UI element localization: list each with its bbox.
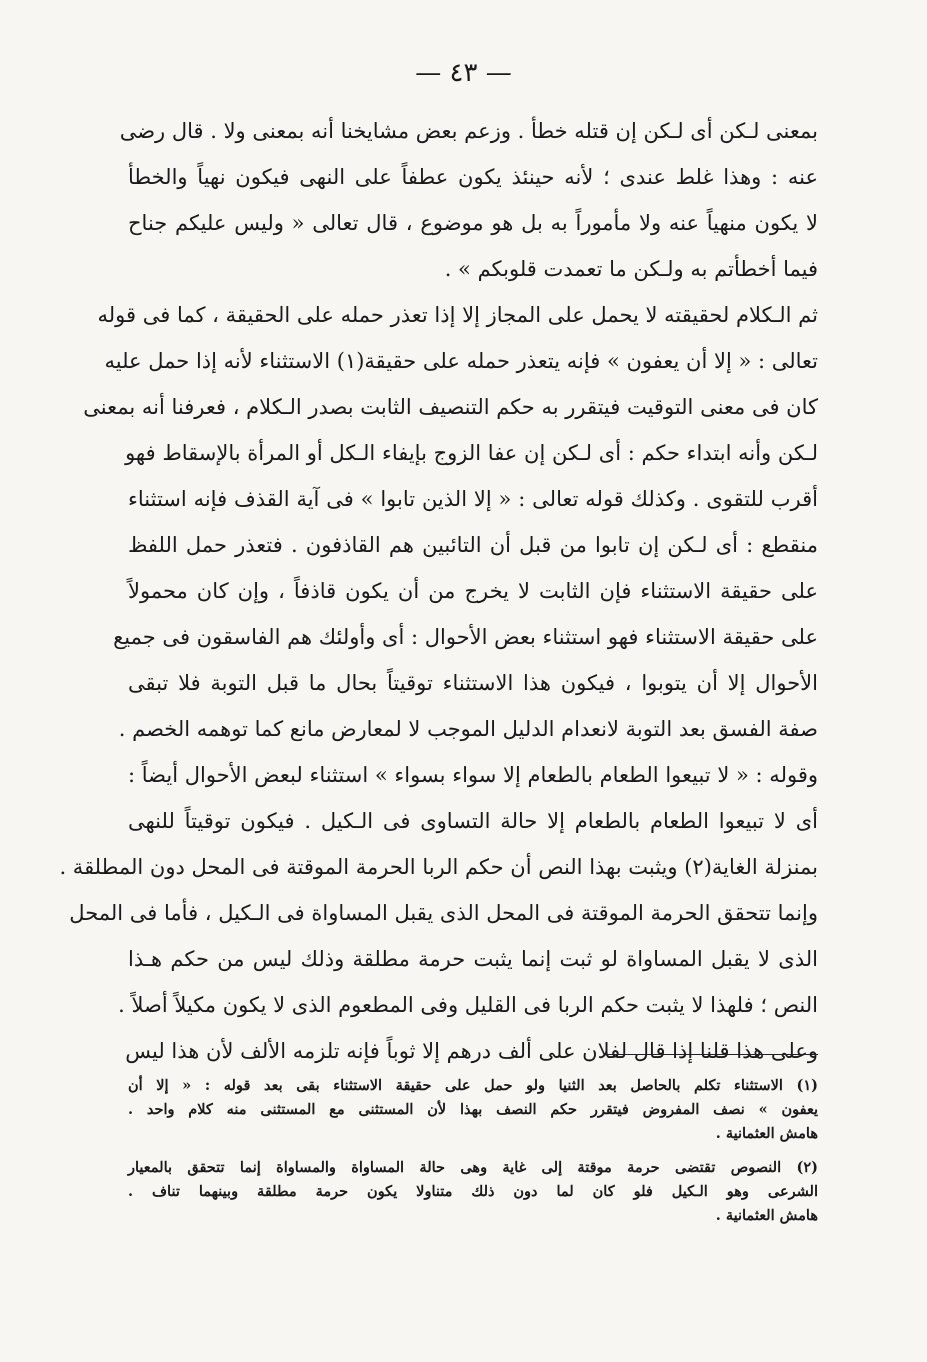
text-line: فيما أخطأتم به ولـكن ما تعمدت قلوبكم » .	[444, 257, 818, 281]
footnotes	[128, 1074, 818, 1228]
text-line: وقوله : « لا تبيعوا الطعام بالطعام إلا سواء بسواء » استثناء لبعض الأحوال أيضاً :	[128, 763, 818, 787]
text-line: منقطع : أى لـكن إن تابوا من قبل أن التائبين هم القاذفون . فتعذر حمل اللفظ	[128, 533, 818, 557]
text-line: وعلى هذا قلنا إذا قال لفلان على ألف درهم إلا ثوباً فإنه تلزمه الألف لأن هذا ليس	[125, 1039, 818, 1063]
text-line: لا يكون منهياً عنه ولا مأموراً به بل هو موضوع ، قال تعالى « وليس عليكم جناح	[128, 211, 818, 235]
text-line: عنه : وهذا غلط عندى ؛ لأنه حينئذ يكون عطفاً على النهى فيكون نهياً والخطأ	[128, 165, 818, 189]
text-line: بمعنى لـكن أى لـكن إن قتله خطأ . وزعم بعض مشايخنا أنه بمعنى ولا . قال رضى	[119, 119, 818, 143]
text-line: ثم الـكلام لحقيقته لا يحمل على المجاز إلا إذا تعذر حمله على الحقيقة ، كما فى قوله	[97, 303, 818, 327]
footnote-divider	[604, 1054, 818, 1055]
text-line: بمنزلة الغاية(٢) ويثبت بهذا النص أن حكم الربا الحرمة الموقتة فى المحل دون المطلقة .	[59, 855, 818, 879]
text-line: تعالى : « إلا أن يعفون » فإنه يتعذر حمله على حقيقة(١) الاستثناء لأنه إذا حمل عليه	[104, 349, 818, 373]
footnote-line: (٢) النصوص تقتضى حرمة موقتة إلى غاية وهى حالة المساواة والمساواة إنما تتحقق بالمعيار	[128, 1159, 818, 1176]
text-line: صفة الفسق بعد التوبة لانعدام الدليل الموجب لا لمعارض مانع كما توهمه الخصم .	[118, 717, 818, 741]
text-line: وإنما تتحقق الحرمة الموقتة فى المحل الذى يقبل المساواة فى الـكيل ، فأما فى المحل	[69, 901, 818, 925]
text-line: النص ؛ فلهذا لا يثبت حكم الربا فى القليل وفى المطعوم الذى لا يكون مكيلاً أصلاً .	[118, 993, 818, 1017]
footnote-line: يعفون » نصف المفروض فيتقرر حكم النصف بهذا لأن المستثنى مع المستثنى منه كلام واحد .	[128, 1101, 818, 1118]
footnote-line: الشرعى وهو الـكيل فلو كان لما دون ذلك متناولا يكون حرمة مطلقة وبينهما تناف .	[128, 1183, 818, 1200]
footnote-2	[128, 1156, 818, 1228]
text-line: على حقيقة الاستثناء فهو استثناء بعض الأحوال : أى وأولئك هم الفاسقون فى جميع	[113, 625, 818, 649]
footnote-line: هامش العثمانية .	[715, 1207, 818, 1224]
text-line: الذى لا يقبل المساواة لو ثبت إنما يثبت حرمة مطلقة وذلك ليس من حكم هـذا	[128, 947, 818, 971]
main-text	[59, 108, 818, 1074]
text-line: أى لا تبيعوا الطعام بالطعام إلا حالة التساوى فى الـكيل . فيكون توقيتاً للنهى	[128, 809, 818, 833]
footnote-1	[128, 1074, 818, 1146]
page-number: — ٤٣ —	[415, 58, 512, 88]
footnote-line: (١) الاستثناء تكلم بالحاصل بعد الثنيا ولو حمل على حقيقة الاستثناء بقى بعد قوله : « إلا أن	[128, 1077, 818, 1094]
text-line: لـكن وأنه ابتداء حكم : أى لـكن إن عفا الزوج بإيفاء الـكل أو المرأة بالإسقاط فهو	[125, 441, 818, 465]
footnote-line: هامش العثمانية .	[715, 1125, 818, 1142]
text-line: الأحوال إلا أن يتوبوا ، فيكون هذا الاستثناء توقيتاً بحال ما قبل التوبة فلا تبقى	[128, 671, 818, 695]
text-line: كان فى معنى التوقيت فيتقرر به حكم التنصيف الثابت بصدر الـكلام ، فعرفنا أنه بمعنى	[83, 395, 818, 419]
text-line: على حقيقة الاستثناء فإن الثابت لا يخرج من أن يكون قاذفاً ، وإن كان محمولاً	[128, 579, 818, 603]
text-line: أقرب للتقوى . وكذلك قوله تعالى : « إلا الذين تابوا » فى آية القذف فإنه استثناء	[128, 487, 818, 511]
